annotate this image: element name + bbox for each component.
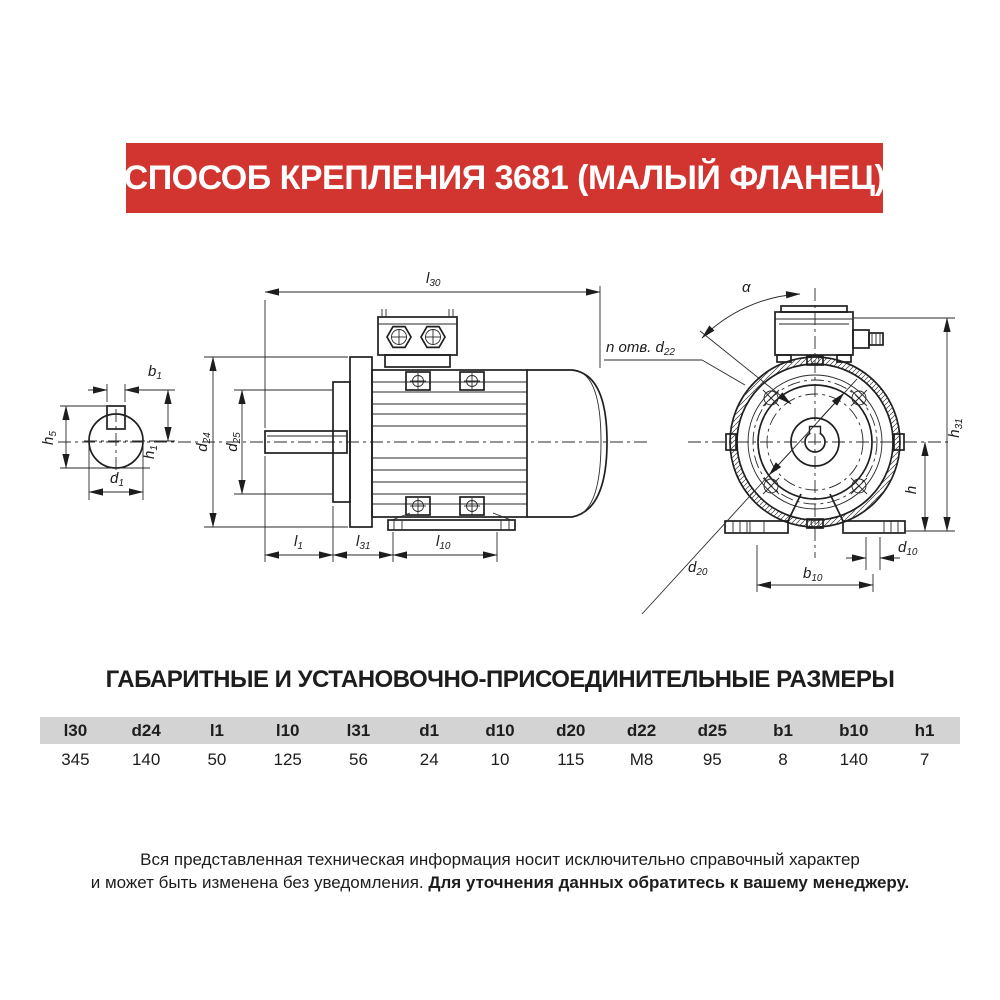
dim-label-l1: $l_1$ bbox=[294, 533, 303, 552]
table-header-l1: l1 bbox=[209, 721, 224, 740]
table-header-l30: l30 bbox=[63, 721, 88, 740]
dim-label-n-otv-d22: n отв. $d_{22}$ bbox=[606, 339, 675, 358]
table-header-l10: l10 bbox=[275, 721, 300, 740]
table-value-l31: 56 bbox=[348, 750, 368, 769]
disclaimer-line2: и может быть изменена без уведомления. Для уточнения данных обратитесь к вашему менеджеру. bbox=[90, 873, 910, 892]
dim-label-h31: $h_{31}$ bbox=[946, 418, 965, 438]
mounting-method-banner bbox=[123, 143, 886, 213]
motor-side-view bbox=[58, 270, 648, 562]
banner-title: СПОСОБ КРЕПЛЕНИЯ 3681 (МАЛЫЙ ФЛАНЕЦ) bbox=[123, 158, 886, 197]
table-header-d10: d10 bbox=[485, 721, 515, 740]
dim-label-l10: $l_{10}$ bbox=[436, 533, 451, 552]
table-header-b10: b10 bbox=[839, 721, 869, 740]
table-value-l10: 125 bbox=[273, 750, 302, 769]
dimensions-title: ГАБАРИТНЫЕ И УСТАНОВОЧНО-ПРИСОЕДИНИТЕЛЬНЫЕ РАЗМЕРЫ bbox=[105, 666, 895, 693]
table-value-l1: 50 bbox=[207, 750, 227, 769]
disclaimer-line1: Вся представленная техническая информация носит исключительно справочный характер bbox=[140, 850, 860, 869]
table-header-d20: d20 bbox=[556, 721, 586, 740]
table-header-d24: d24 bbox=[131, 721, 161, 740]
dim-label-l30: $l_{30}$ bbox=[426, 270, 441, 289]
table-value-l30: 345 bbox=[61, 750, 90, 769]
dim-label-d25: $d_{25}$ bbox=[224, 432, 243, 452]
technical-drawing bbox=[0, 250, 1000, 620]
dim-label-d20: $d_{20}$ bbox=[688, 559, 708, 578]
table-header-d1: d1 bbox=[419, 721, 440, 740]
motor-front-view bbox=[604, 279, 965, 614]
dimensions-table-value-row bbox=[40, 744, 960, 776]
table-header-d25: d25 bbox=[697, 721, 727, 740]
body-ribs bbox=[372, 382, 527, 504]
dim-label-l31: $l_{31}$ bbox=[356, 533, 371, 552]
table-value-d10: 10 bbox=[490, 750, 510, 769]
dim-label-d24: $d_{24}$ bbox=[194, 432, 213, 452]
dimensions-table-header-row bbox=[40, 717, 960, 744]
table-value-b1: 8 bbox=[778, 750, 788, 769]
dim-label-alpha: α bbox=[742, 279, 751, 296]
dim-label-d1: $d_1$ bbox=[110, 470, 124, 489]
dim-label-b10: $b_{10}$ bbox=[803, 565, 823, 584]
table-value-h1: 7 bbox=[919, 750, 930, 769]
table-header-b1: b1 bbox=[773, 721, 793, 740]
table-value-d1: 24 bbox=[419, 750, 439, 769]
table-value-d20: 115 bbox=[557, 750, 585, 769]
table-value-d24: 140 bbox=[131, 750, 161, 769]
table-header-d22: d22 bbox=[626, 721, 657, 740]
table-value-b10: 140 bbox=[839, 750, 868, 769]
dim-label-h5: $h_5$ bbox=[40, 431, 59, 445]
cable-gland bbox=[853, 330, 869, 348]
shaft-section-view bbox=[40, 363, 175, 500]
dim-label-d10: $d_{10}$ bbox=[898, 539, 918, 558]
dim-label-b1: $b_1$ bbox=[148, 363, 162, 382]
terminal-box-front bbox=[775, 306, 883, 362]
table-value-d22: M8 bbox=[629, 750, 654, 769]
table-header-l31: l31 bbox=[346, 721, 371, 740]
table-value-d25: 95 bbox=[702, 750, 722, 769]
table-header-h1: h1 bbox=[914, 721, 935, 740]
disclaimer-text bbox=[0, 848, 1000, 894]
terminal-box-side bbox=[378, 309, 457, 367]
dim-label-h: h bbox=[903, 485, 920, 495]
dim-label-h1-shaft: $h_1$ bbox=[141, 445, 160, 459]
